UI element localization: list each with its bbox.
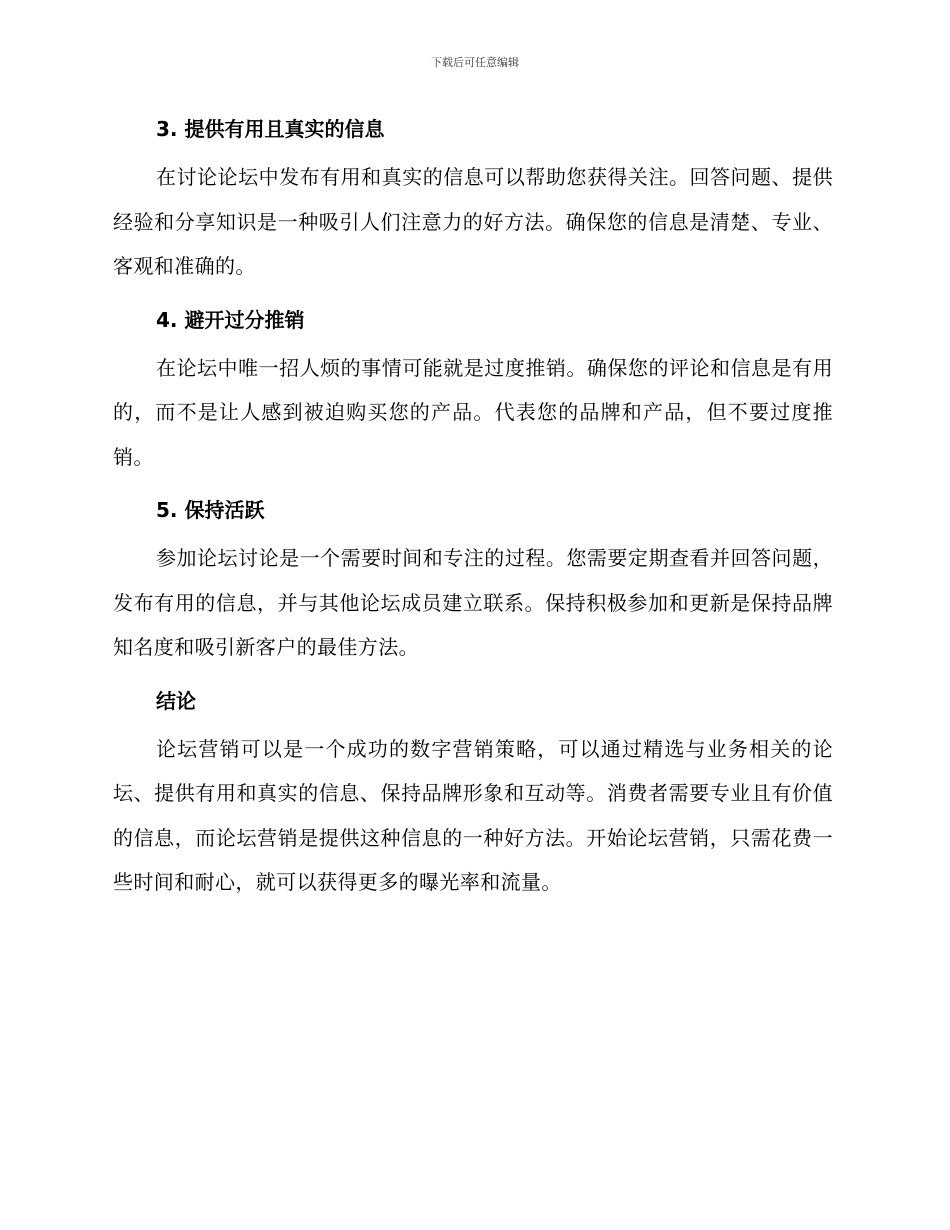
section-body-stay-active: 参加论坛讨论是一个需要时间和专注的过程。您需要定期查看并回答问题，发布有用的信息，并与其他论坛成员建立联系。保持积极参加和更新是保持品牌知名度和吸引新客户的最佳方法。 <box>113 546 833 659</box>
document-content <box>113 112 833 919</box>
section-body-avoid-oversell: 在论坛中唯一招人烦的事情可能就是过度推销。确保您的评论和信息是有用的，而不是让人感到被迫购买您的产品。代表您的品牌和产品，但不要过度推销。 <box>113 355 833 469</box>
section-heading-avoid-oversell: 4. 避开过分推销 <box>156 307 305 332</box>
section-heading-conclusion: 结论 <box>156 688 196 713</box>
section-body-provide-info: 在讨论论坛中发布有用和真实的信息可以帮助您获得关注。回答问题、提供经验和分享知识是一种吸引人们注意力的好方法。确保您的信息是清楚、专业、客观和准确的。 <box>113 165 833 278</box>
section-heading-provide-info: 3. 提供有用且真实的信息 <box>156 117 385 141</box>
header-note: 下载后可任意编辑 <box>431 56 519 69</box>
section-body-conclusion: 论坛营销可以是一个成功的数字营销策略，可以通过精选与业务相关的论坛、提供有用和真实的信息、保持品牌形象和互动等。消费者需要专业且有价值的信息，而论坛营销是提供这种信息的一种好方法。开始论坛营销，只需花费一些时间和耐心，就可以获得更多的曝光率和流量。 <box>113 736 833 894</box>
section-heading-stay-active: 5. 保持活跃 <box>156 498 265 522</box>
